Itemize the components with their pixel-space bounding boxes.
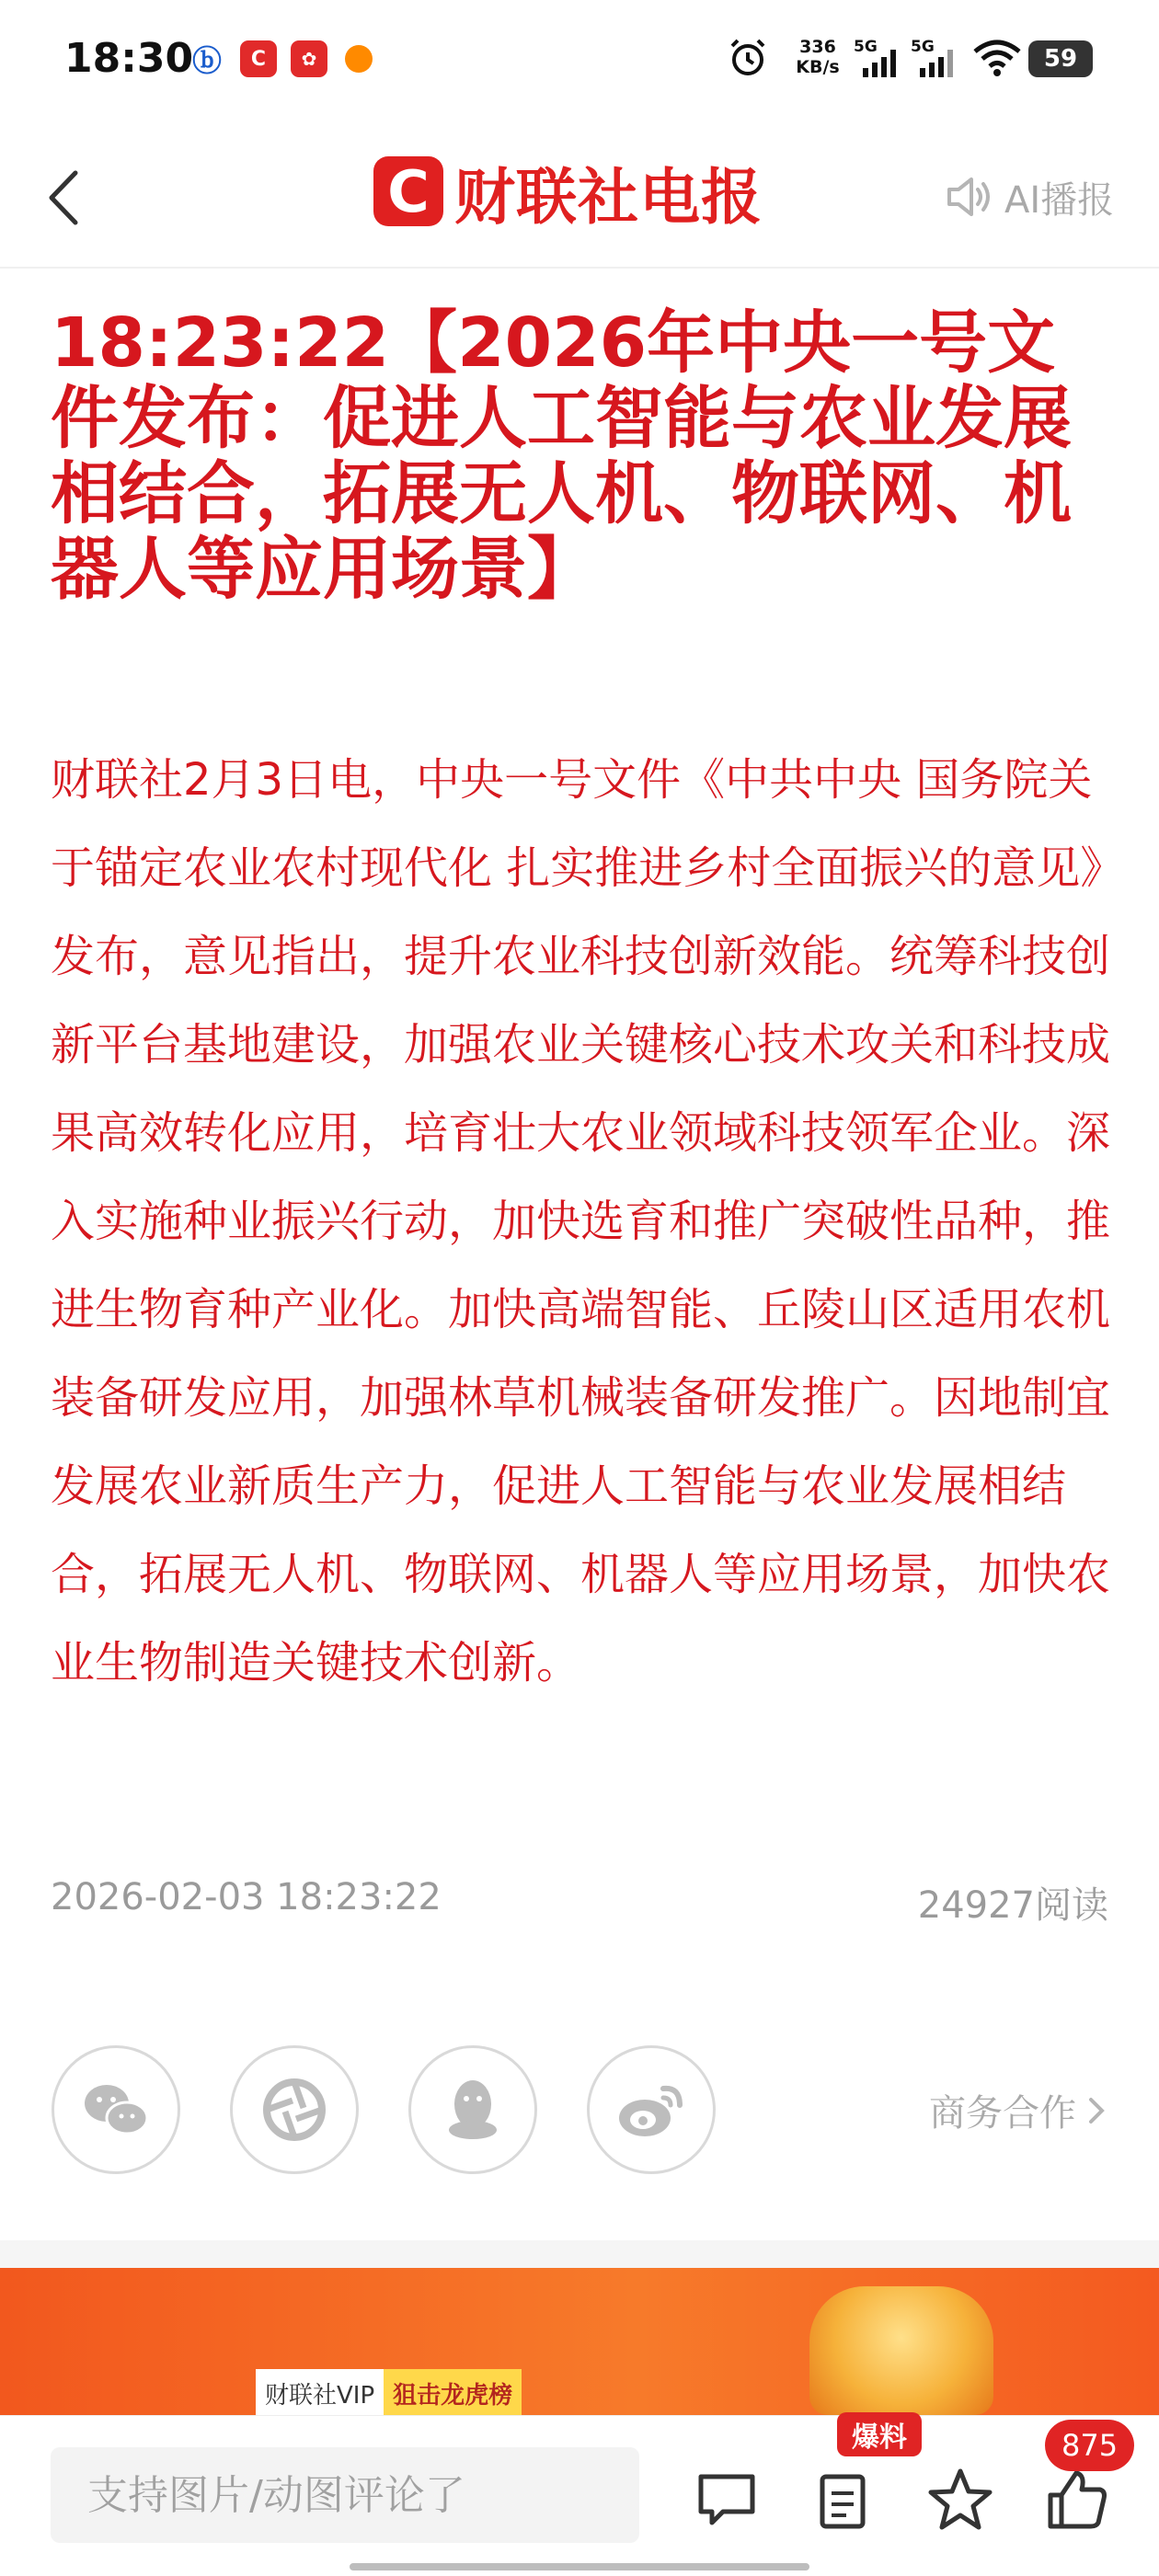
article-timestamp: 2026-02-03 18:23:22 bbox=[51, 1876, 442, 1918]
status-bar bbox=[0, 0, 1159, 120]
app-icon-orange bbox=[340, 40, 377, 77]
net-speed bbox=[789, 37, 846, 77]
share-weibo-button[interactable] bbox=[587, 2045, 716, 2174]
tiger-list-label: 狙击龙虎榜 bbox=[384, 2369, 522, 2415]
qq-icon bbox=[445, 2077, 500, 2143]
svg-text:5G: 5G bbox=[911, 38, 935, 56]
back-icon[interactable] bbox=[40, 166, 92, 230]
section-divider bbox=[0, 2240, 1159, 2268]
status-time: 18:30 bbox=[64, 35, 194, 82]
business-cooperation-label: 商务合作 bbox=[929, 2092, 1076, 2135]
app-icon-red: ✿ bbox=[291, 40, 327, 77]
chevron-right-icon bbox=[1084, 2094, 1111, 2127]
share-wechat-button[interactable] bbox=[52, 2045, 180, 2174]
star-icon[interactable] bbox=[924, 2462, 997, 2536]
share-moments-button[interactable] bbox=[230, 2045, 359, 2174]
ai-read-button[interactable] bbox=[946, 167, 1114, 226]
signal-icon bbox=[911, 37, 962, 79]
wechat-icon bbox=[81, 2079, 151, 2140]
vip-label: 财联社VIP bbox=[256, 2369, 384, 2415]
promo-banner[interactable] bbox=[0, 2268, 1159, 2415]
wifi-icon bbox=[971, 37, 1023, 79]
like-count-badge: 875 bbox=[1045, 2420, 1134, 2471]
alarm-icon bbox=[727, 37, 769, 79]
article-headline: 18:23:22【2026年中央一号文件发布：促进人工智能与农业发展相结合，拓展无人机、物联网、机器人等应用场景】 bbox=[51, 303, 1072, 609]
brand-logo-icon: C bbox=[373, 156, 443, 226]
brand-name-part2: 电报 bbox=[639, 161, 763, 233]
battery-icon: 59 bbox=[1028, 40, 1093, 77]
business-cooperation-link[interactable] bbox=[929, 2084, 1111, 2136]
article-body: 财联社2月3日电，中央一号文件《中共中央 国务院关于锚定农业农村现代化 扎实推进乡村全面振兴的意见》发布，意见指出，提升农业科技创新效能。统筹科技创新平台基地建设，加强农业关键核心技术攻关和科技成果高效转化应用，培育壮大农业领域科技领军企业。深入实施种业振兴行动，加快选育和推广突破性品种，推进生物育种产业化。加快高端智能、丘陵山区适用农机装备研发应用，加强林草机械装备研发推广。因地制宜发展农业新质生产力，促进人工智能与农业发展相结合，拓展无人机、物联网、机器人等应用场景，加快农业生物制造关键技术创新。 bbox=[51, 754, 1111, 1689]
ai-read-label: AI播报 bbox=[1004, 178, 1115, 222]
cailian-app-icon: C bbox=[240, 40, 277, 77]
svg-text:5G: 5G bbox=[854, 38, 878, 56]
home-indicator[interactable] bbox=[350, 2563, 809, 2570]
read-count: 24927阅读 bbox=[917, 1884, 1108, 1927]
brand-name-part1: 财联社 bbox=[454, 161, 639, 233]
net-speed-unit: KB/s bbox=[796, 57, 840, 77]
brand-logo bbox=[373, 153, 763, 233]
app-header bbox=[0, 120, 1159, 269]
comment-input[interactable] bbox=[51, 2447, 639, 2543]
moments-icon bbox=[261, 2077, 327, 2143]
bottom-bar bbox=[0, 2415, 1159, 2576]
speaker-icon bbox=[946, 174, 995, 220]
share-qq-button[interactable] bbox=[408, 2045, 537, 2174]
dragon-mascot-icon bbox=[809, 2286, 993, 2415]
brand-name bbox=[454, 148, 763, 235]
like-icon[interactable] bbox=[1039, 2462, 1113, 2536]
tips-icon[interactable] bbox=[809, 2462, 883, 2536]
comment-icon[interactable] bbox=[690, 2462, 763, 2536]
tips-badge: 爆料 bbox=[837, 2412, 922, 2456]
weibo-icon bbox=[615, 2079, 687, 2140]
browser-icon: ⓑ bbox=[191, 43, 222, 78]
signal-icon bbox=[854, 37, 905, 79]
vip-tag bbox=[256, 2369, 522, 2415]
net-speed-value: 336 bbox=[799, 37, 836, 57]
